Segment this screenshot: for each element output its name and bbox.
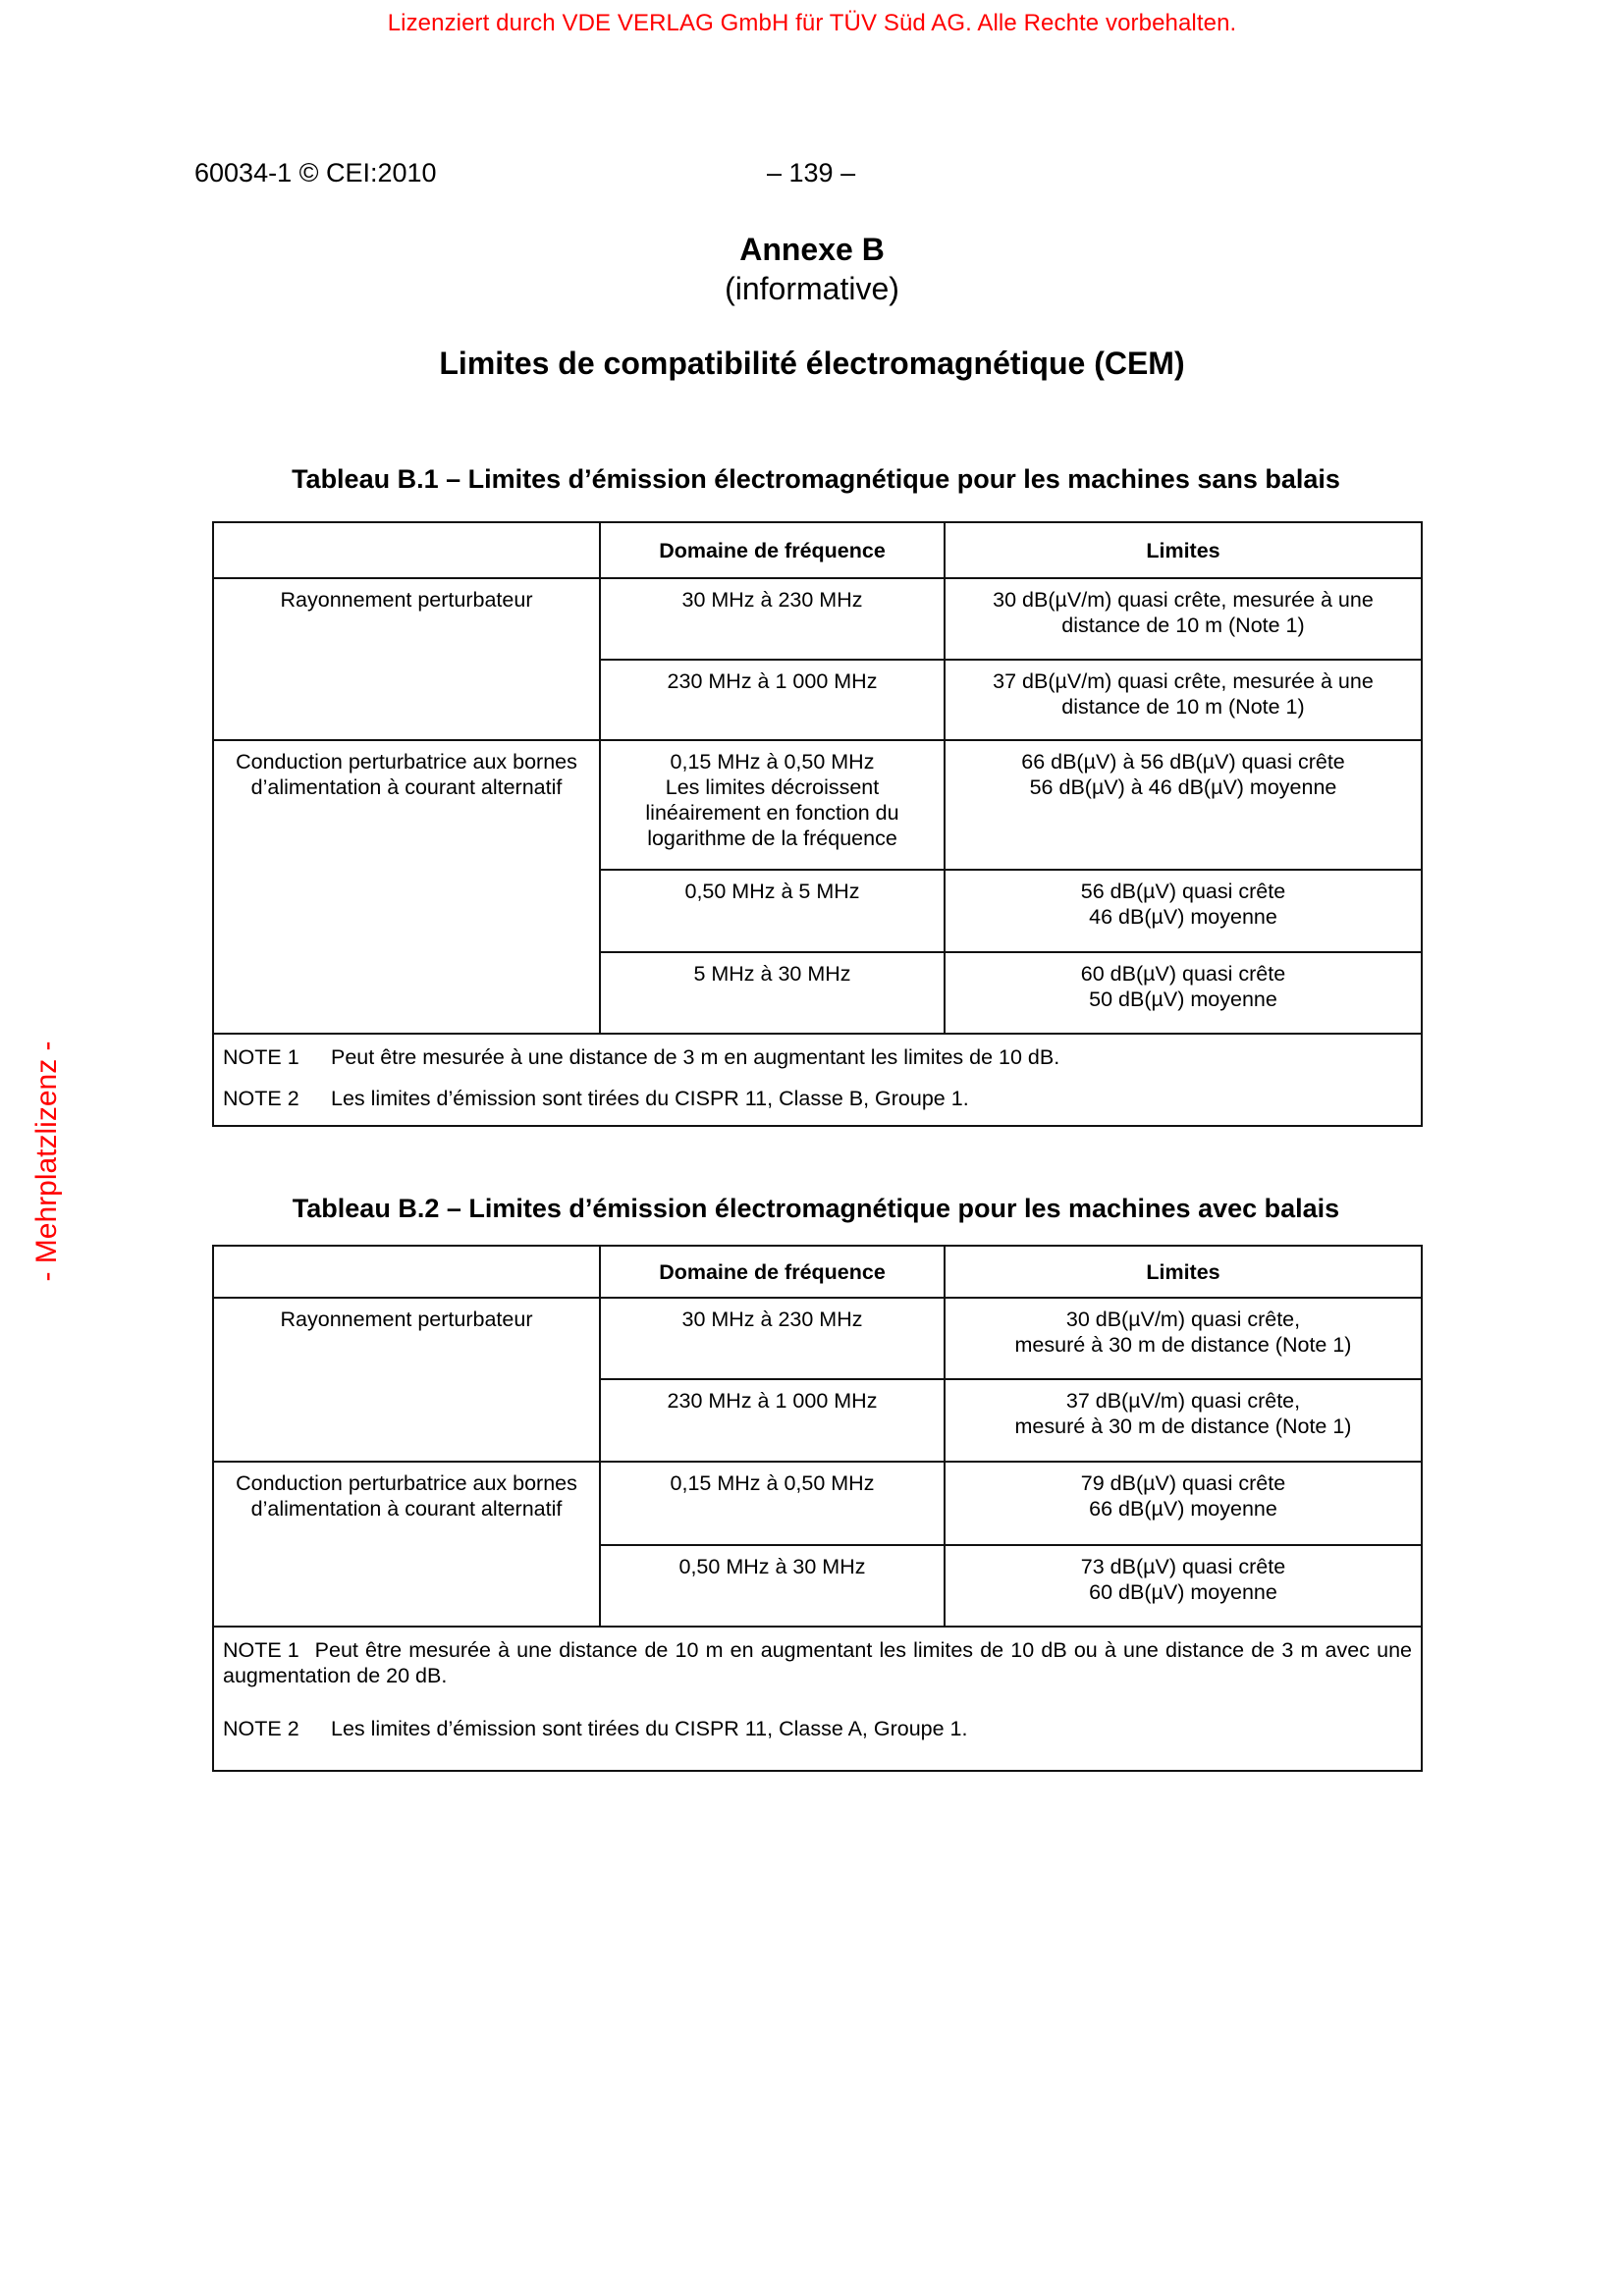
limits-cell <box>945 1298 1422 1379</box>
limits-cell <box>945 1545 1422 1627</box>
group-label-radiated: Rayonnement perturbateur <box>213 1298 600 1462</box>
limits-cell <box>945 740 1422 870</box>
limits-line: 46 dB(µV) moyenne <box>1089 905 1277 929</box>
table-row <box>213 578 1422 660</box>
note-text: Les limites d’émission sont tirées du CISPR 11, Classe B, Groupe 1. <box>331 1087 969 1110</box>
frequency-line: 30 MHz à 230 MHz <box>681 588 863 612</box>
limits-line: 56 dB(µV) quasi crête <box>1080 880 1286 903</box>
table-b2-caption: Tableau B.2 – Limites d’émission électromagnétique pour les machines avec balais <box>292 1194 1340 1223</box>
limits-line: 37 dB(µV/m) quasi crête, <box>1065 1389 1301 1413</box>
frequency-line: 0,15 MHz à 0,50 MHz <box>670 1471 875 1495</box>
frequency-line: logarithme de la fréquence <box>647 827 897 850</box>
annex-title: Annexe B <box>739 232 885 267</box>
limits-cell <box>945 870 1422 952</box>
frequency-cell <box>600 660 945 740</box>
group-label-conducted: Conduction perturbatrice aux bornes d’alimentation à courant alternatif <box>213 740 600 1034</box>
section-title: Limites de compatibilité électromagnétique (CEM) <box>439 346 1185 381</box>
limits-line: 60 dB(µV) moyenne <box>1089 1580 1277 1604</box>
limits-line: distance de 10 m (Note 1) <box>1061 614 1305 637</box>
group-label-conducted: Conduction perturbatrice aux bornes d’alimentation à courant alternatif <box>213 1462 600 1627</box>
group-label-radiated: Rayonnement perturbateur <box>213 578 600 740</box>
note-2 <box>223 1716 1412 1741</box>
note-1 <box>223 1637 1412 1688</box>
frequency-cell <box>600 740 945 870</box>
note-label: NOTE 1 <box>223 1045 299 1069</box>
limits-cell <box>945 1379 1422 1462</box>
header-cell-empty <box>213 522 600 578</box>
annex-subtitle: (informative) <box>725 271 899 306</box>
table-b1-caption: Tableau B.1 – Limites d’émission électromagnétique pour les machines sans balais <box>292 464 1340 494</box>
limits-line: mesuré à 30 m de distance (Note 1) <box>1014 1415 1352 1438</box>
side-license-watermark: - Mehrplatzlizenz - <box>30 1041 63 1282</box>
frequency-line: 230 MHz à 1 000 MHz <box>667 669 878 693</box>
frequency-cell <box>600 578 945 660</box>
header-cell-frequency: Domaine de fréquence <box>600 1246 945 1298</box>
limits-line: 66 dB(µV) moyenne <box>1089 1497 1277 1521</box>
header-cell-limits: Limites <box>945 522 1422 578</box>
frequency-line: Les limites décroissent <box>665 775 880 799</box>
note-text: Peut être mesurée à une distance de 3 m en augmentant les limites de 10 dB. <box>331 1045 1060 1069</box>
note-label: NOTE 2 <box>223 1717 299 1740</box>
document-id: 60034-1 © CEI:2010 <box>194 158 437 187</box>
note-label: NOTE 1 <box>223 1638 299 1662</box>
frequency-cell <box>600 1545 945 1627</box>
frequency-cell <box>600 870 945 952</box>
limits-line: 79 dB(µV) quasi crête <box>1080 1471 1286 1495</box>
table-row <box>213 1462 1422 1545</box>
limits-cell <box>945 952 1422 1034</box>
frequency-cell <box>600 952 945 1034</box>
notes-row <box>213 1627 1422 1771</box>
frequency-line: linéairement en fonction du <box>645 801 899 825</box>
notes-cell <box>213 1034 1422 1126</box>
header-cell-limits: Limites <box>945 1246 1422 1298</box>
header-cell-empty <box>213 1246 600 1298</box>
table-row <box>213 740 1422 870</box>
limits-line: 60 dB(µV) quasi crête <box>1080 962 1286 986</box>
page-number: – 139 – <box>767 158 856 187</box>
frequency-cell <box>600 1298 945 1379</box>
limits-cell <box>945 578 1422 660</box>
table-header-row <box>213 522 1422 578</box>
frequency-line: 230 MHz à 1 000 MHz <box>667 1389 878 1413</box>
limits-cell <box>945 1462 1422 1545</box>
frequency-line: 0,50 MHz à 30 MHz <box>678 1555 866 1578</box>
limits-line: 73 dB(µV) quasi crête <box>1080 1555 1286 1578</box>
header-cell-frequency: Domaine de fréquence <box>600 522 945 578</box>
limits-line: 30 dB(µV/m) quasi crête, mesurée à une <box>993 588 1374 612</box>
table-b2 <box>212 1245 1423 1772</box>
license-watermark-banner: Lizenziert durch VDE VERLAG GmbH für TÜV Süd AG. Alle Rechte vorbehalten. <box>387 10 1237 36</box>
note-text: Les limites d’émission sont tirées du CISPR 11, Classe A, Groupe 1. <box>331 1717 968 1740</box>
limits-line: distance de 10 m (Note 1) <box>1061 695 1305 719</box>
limits-line: 50 dB(µV) moyenne <box>1089 988 1277 1011</box>
frequency-cell <box>600 1379 945 1462</box>
limits-line: 37 dB(µV/m) quasi crête, mesurée à une <box>993 669 1374 693</box>
limits-line: 30 dB(µV/m) quasi crête, <box>1065 1308 1301 1331</box>
notes-row <box>213 1034 1422 1126</box>
table-b1 <box>212 521 1423 1127</box>
limits-cell <box>945 660 1422 740</box>
notes-cell <box>213 1627 1422 1771</box>
limits-line: mesuré à 30 m de distance (Note 1) <box>1014 1333 1352 1357</box>
note-label: NOTE 2 <box>223 1087 299 1110</box>
frequency-line: 5 MHz à 30 MHz <box>693 962 851 986</box>
frequency-line: 0,15 MHz à 0,50 MHz <box>670 750 875 774</box>
table-header-row <box>213 1246 1422 1298</box>
limits-line: 56 dB(µV) à 46 dB(µV) moyenne <box>1029 775 1337 799</box>
note-text: Peut être mesurée à une distance de 10 m en augmentant les limites de 10 dB ou à une distance de 3 m avec une augmentation de 20 dB. <box>223 1638 1412 1687</box>
table-row <box>213 1298 1422 1379</box>
frequency-line: 30 MHz à 230 MHz <box>681 1308 863 1331</box>
limits-line: 66 dB(µV) à 56 dB(µV) quasi crête <box>1021 750 1345 774</box>
frequency-cell <box>600 1462 945 1545</box>
frequency-line: 0,50 MHz à 5 MHz <box>684 880 860 903</box>
note-1 <box>223 1044 1412 1070</box>
note-2 <box>223 1086 1412 1111</box>
